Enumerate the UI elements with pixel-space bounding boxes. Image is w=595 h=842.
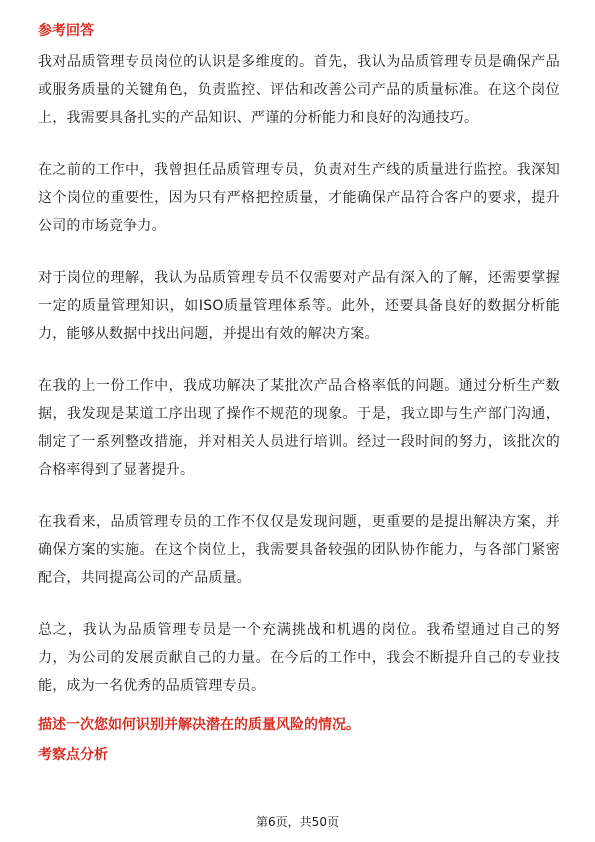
answer-paragraph-5: 在我看来，品质管理专员的工作不仅仅是发现问题，更重要的是提出解决方案，并确保方案的实施。在这个岗位上，我需要具备较强的团队协作能力，与各部门紧密配合，共同提高公司的产品质量。 xyxy=(38,514,560,586)
answer-paragraph-3: 对于岗位的理解，我认为品质管理专员不仅需要对产品有深入的了解，还需要掌握一定的质量管理知识，如ISO质量管理体系等。此外，还要具备良好的数据分析能力，能够从数据中找出问题，并提出有效的解决方案。 xyxy=(38,270,560,342)
page-footer: 第6页，共50页 xyxy=(256,815,339,829)
section-title: 参考回答 xyxy=(38,23,94,39)
question-heading: 描述一次您如何识别并解决潜在的质量风险的情况。 xyxy=(38,717,360,733)
answer-paragraph-6: 总之，我认为品质管理专员是一个充满挑战和机遇的岗位。我希望通过自己的努力，为公司的发展贡献自己的力量。在今后的工作中，我会不断提升自己的专业技能，成为一名优秀的品质管理专员。 xyxy=(38,622,560,694)
answer-paragraph-2: 在之前的工作中，我曾担任品质管理专员，负责对生产线的质量进行监控。我深知这个岗位的重要性，因为只有严格把控质量，才能确保产品符合客户的要求，提升公司的市场竞争力。 xyxy=(38,162,560,234)
analysis-heading: 考察点分析 xyxy=(38,747,108,763)
answer-paragraph-1: 我对品质管理专员岗位的认识是多维度的。首先，我认为品质管理专员是确保产品或服务质量的关键角色，负责监控、评估和改善公司产品的质量标准。在这个岗位上，我需要具备扎实的产品知识、严谨的分析能力和良好的沟通技巧。 xyxy=(38,54,560,126)
page-content xyxy=(38,20,560,766)
answer-paragraph-4: 在我的上一份工作中，我成功解决了某批次产品合格率低的问题。通过分析生产数据，我发现是某道工序出现了操作不规范的现象。于是，我立即与生产部门沟通，制定了一系列整改措施，并对相关人员进行培训。经过一段时间的努力，该批次的合格率得到了显著提升。 xyxy=(38,378,560,478)
